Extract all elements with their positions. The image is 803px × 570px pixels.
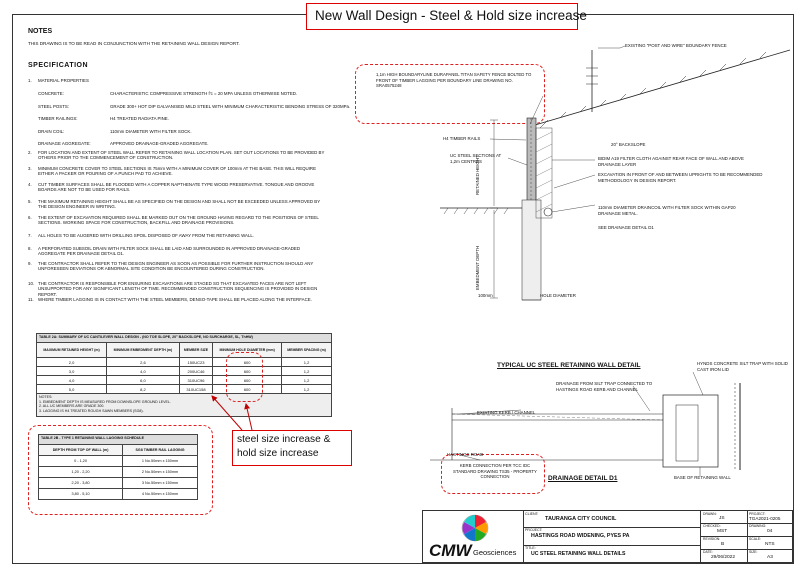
note-text: THE CONTRACTOR SHALL REFER TO THE DESIGN ENGINEER AS SOON AS POSSIBLE FOR FURTHER INSTRUCTION SHOULD ANY UNFORESEEN DEVIATIONS OR ABNORMAL SITE CONDITION BE ENCOUNTERED DURING CONSTRUCTION. [38, 261, 314, 272]
table-2a-cell: 1,2 [282, 358, 332, 367]
embedment-depth-label: EMBEDMENT DEPTH [475, 245, 480, 290]
table-2a-header: MEMBER SPACING (m) [282, 343, 332, 358]
table-2b-cell: 3,80 - 5,10 [39, 489, 123, 500]
notes-heading: NOTES [28, 28, 53, 35]
material-label: CONCRETE: [38, 91, 64, 96]
top-callout-text: New Wall Design - Steel & Hold size increase [315, 8, 587, 23]
drainage-from-label: DRAINAGE FROM SILT TRAP CONNECTED TO HASTINGS ROAD KERB AND CHANNEL [556, 381, 653, 392]
size-label: SIZE: [749, 550, 758, 554]
scale-label: SCALE: [749, 537, 762, 541]
note-text: THE EXTENT OF EXCAVATION REQUIRED SHALL BE MARKED OUT ON THE GROUND HAVING REGARD TO THE POSITIONS OF STEEL SECTIONS. WORKING SPACE FOR CONSTRUCTION, BACKFILL AND DRAINAGE PROVISIONS. [38, 215, 319, 226]
drawing-value: 04 [767, 529, 773, 534]
table-2b-header: SG8 TIMBER RAIL LAGGING [123, 445, 198, 456]
title-value: UC STEEL RETAINING WALL DETAILS [531, 551, 626, 557]
table-2b-cell: 1 No.50mm x 150mm [123, 456, 198, 467]
table-2a-cell: 8,2 [107, 385, 180, 394]
client-value: TAURANGA CITY COUNCIL [545, 516, 617, 522]
table-2a-header: MEMBER SIZE [179, 343, 213, 358]
checked-value: MST [717, 529, 728, 534]
drawn-label: DRAWN: [703, 512, 717, 516]
backslope-label: 20° BACKSLOPE [611, 142, 646, 147]
note-text: CUT TIMBER SURFACES SHALL BE FLOODED WITH A COPPER NAPTHENATE TYPE WOOD PRESERVATIVE. TONGUE AND GROOVE BOARDS ARE NOT TO BE USED FOR RAILS. [38, 182, 315, 193]
logo-icon [455, 513, 495, 543]
note-number: 5. [28, 199, 32, 204]
table-2b-cell: 0 - 1,20 [39, 456, 123, 467]
material-value: CHARACTERISTIC COMPRESSIVE STRENGTH f'c = 20 MPA UNLESS OTHERWISE NOTED. [110, 91, 298, 96]
project-label: PROJECT: [525, 528, 543, 532]
title-block-main [523, 511, 700, 562]
table-2a-cell: 1,2 [282, 385, 332, 394]
note-text: THE CONTRACTOR IS RESPONSIBLE FOR ENSURING EXCAVATIONS ARE STAGED SO THAT EXCAVATED FACES ARE NOT LEFT UNSUPPORTED FOR ANY SIGNIFICANT LENGTH OF TIME. RECOMMENDED CONSTRUCTION SEQUENCING IS PROVIDED IN DESIGN REPORT. [38, 281, 318, 297]
date-value: 29/06/2022 [711, 555, 736, 560]
note-number: 1. [28, 78, 32, 83]
note-number: 6. [28, 215, 32, 220]
table-2a-cell: 200UC46 [179, 367, 213, 376]
scale-value: NTS [765, 542, 775, 547]
note-text: A PERFORATED SUBSOIL DRAIN WITH FILTER SOCK SHALL BE LAID AND SURROUNDED IN APPROVED DRAINAGE-GRADED AGGREGATE PER DRAINAGE DETAIL D1. [38, 246, 301, 257]
table-2a-cell: 5,0 [37, 385, 107, 394]
note-text: MINIMUM CONCRETE COVER TO STEEL SECTIONS IS 75mm WITH A MINIMUM COVER OF 100mm AT THE BASE. THIS WILL REQUIRE EITHER A PACKER OR POURING OF A PUNCH PAD TO ACHIEVE. [38, 166, 317, 177]
material-label: DRAIN COIL: [38, 128, 65, 134]
note-number: 11. [28, 297, 34, 302]
company-sub: Geosciences [473, 548, 517, 557]
table-2a-cell: 4,0 [37, 376, 107, 385]
note-text: THE MAXIMUM RETAINING HEIGHT SHALL BE AS SPECIFIED ON THE DESIGN AND SHALL NOT BE EXCEEDED UNLESS APPROVED BY THE DESIGN ENGINEER IN WRITING. [38, 199, 321, 210]
material-value: APPROVED DRAINAGE-GRADED AGGREGATE. [110, 141, 209, 146]
size-value: A3 [767, 555, 773, 560]
material-value: 110mm DIAMETER WITH FILTER SOCK. [110, 128, 192, 134]
base-label: BASE OF RETAINING WALL [674, 475, 731, 480]
material-value: H4 TREATED RADIATA PINE. [110, 116, 169, 121]
see-drainage-label: SEE DRAINAGE DETAIL D1 [598, 225, 654, 230]
table-2b-title: TABLE 2B - TYPE 1 RETAINING WALL LAGGING SCHEDULE [38, 434, 198, 444]
safety-fence-label: 1,1m HIGH BOUNDARYLINE DURAPANEL TITAN SAFETY FENCE BOLTED TO FRONT OF TIMBER LAGGING PER BOUNDARY LINE DRAWING NO. SRA0575248 [376, 72, 532, 89]
table-2a-cell: 1,2 [282, 376, 332, 385]
table-2a-note: 2. ALL UC MEMBERS ARE GRADE 300. [39, 404, 105, 409]
table-2a-cell: 600 [213, 385, 282, 394]
table-2a-cell: 600 [213, 376, 282, 385]
table-2a-cell: 2,6 [107, 358, 180, 367]
note-number: 8. [28, 246, 32, 251]
table-2a-cell: 600 [213, 367, 282, 376]
table-2a-cell: 600 [213, 358, 282, 367]
table-2a-header: MINIMUM EMBEDMENT DEPTH (m) [107, 343, 180, 358]
note-text: MATERIAL PROPERTIES [38, 78, 89, 83]
draincoil-label: 110mm DIAMETER DRAINCOIL WITH FILTER SOCK WITHIN GAP20 DRAINAGE METAL. [598, 205, 736, 216]
table-2b-cell: 3 No.50mm x 150mm [123, 478, 198, 489]
hole-diameter-label: HOLE DIAMETER [540, 293, 576, 298]
table-2a-note: 1. EMBEDMENT DEPTH IS MEASURED FROM DOWNSLOPE GROUND LEVEL. [39, 399, 171, 404]
drawn-value: JS [719, 516, 725, 521]
note-number: 2. [28, 150, 32, 155]
table-2a-cell: 150UC23 [179, 358, 213, 367]
title-block [422, 510, 793, 563]
table-2b-cell: 4 No.50mm x 150mm [123, 489, 198, 500]
note-number: 3. [28, 166, 32, 171]
title-cell [523, 545, 700, 562]
note-number: 7. [28, 233, 32, 238]
kerb-connection-label: KERB CONNECTION PER TCC IDC STANDARD DRAWING TS35 - PROPERTY CONNECTION [453, 463, 537, 480]
table-2a-header: MINIMUM HOLE DIAMETER (mm) [213, 343, 282, 358]
silt-trap-label: HYNDS CONCRETE SILT TRAP WITH SOLID CAST IRON LID [697, 361, 788, 372]
table-2b-cell: 1,20 - 2,20 [39, 467, 123, 478]
company-name: CMW [429, 541, 472, 560]
bidim-label: BIDIM A19 FILTER CLOTH AGAINST REAR FACE OF WALL AND ABOVE DRAINAGE LAYER [598, 156, 744, 167]
table-2b-cell: 2 No.50mm x 150mm [123, 467, 198, 478]
table-2a-header: MAXIMUM RETAINED HEIGHT (m) [37, 343, 107, 358]
drainage-title: DRAINAGE DETAIL D1 [548, 475, 618, 482]
note-number: 9. [28, 261, 32, 266]
material-label: STEEL POSTS: [38, 103, 70, 109]
road-label: HASTINGS ROAD [447, 452, 484, 457]
table-2a-note: 3. LAGGING IS H4 TREATED ROUGH SAWN MEMBERS (SG8). [39, 408, 144, 413]
revision-label: REVISION: [703, 537, 721, 541]
detail-title: TYPICAL UC STEEL RETAINING WALL DETAIL [497, 362, 641, 369]
note-number: 4. [28, 182, 32, 187]
table-2a-cell: 2,0 [37, 358, 107, 367]
client-cell [523, 511, 700, 528]
table-2a-cell: 4,0 [107, 367, 180, 376]
title-label: TITLE: [525, 546, 536, 550]
fence-label: EXISTING "POST AND WIRE" BOUNDARY FENCE [625, 43, 727, 48]
dim-100-label: 100mm [478, 293, 493, 298]
kerb-label: EXISTING KERB / CHANNEL [477, 410, 536, 415]
table-2a-cell: 3,0 [37, 367, 107, 376]
uc-sections-label: UC STEEL SECTIONS AT 1,2m CENTRES [450, 153, 502, 164]
note-number: 10. [28, 281, 35, 286]
project-no-value: TGA2021-0205 [749, 516, 781, 521]
table-2a-cell: 1,2 [282, 367, 332, 376]
project-no-label: PROJECT: [749, 512, 766, 516]
title-block-meta [700, 511, 793, 562]
material-label: TIMBER RAILINGS: [38, 116, 78, 121]
table-2b-cell: 2,20 - 3,80 [39, 478, 123, 489]
table-2b-header: DEPTH FROM TOP OF WALL (m) [39, 445, 123, 456]
table-2a-title: TABLE 2A: SUMMARY OF UC CANTILEVER WALL DESIGN - (NO TOE SLOPE, 20° BACKSLOPE, NO SURCHARGE, SL, ThHW) [36, 333, 332, 342]
project-value: HASTINGS ROAD WIDENING, PYES PA [531, 533, 630, 539]
steel-callout-text: steel size increase & hold size increase [237, 434, 331, 459]
table-2a-cell: 310UC158 [179, 385, 213, 394]
spec-heading: SPECIFICATION [28, 62, 89, 69]
h4-rails-label: H4 TIMBER RAILS [443, 136, 481, 141]
retained-height-label: RETAINED HEIGHT [475, 155, 480, 195]
table-2a-cell: 6,0 [107, 376, 180, 385]
date-label: DATE: [703, 550, 713, 554]
excavation-label: EXCAVATION IN FRONT OF AND BETWEEN UPRIGHTS TO BE RECOMMENDED METHODOLOGY IN DESIGN REPORT. [598, 172, 763, 183]
notes-intro: THIS DRAWING IS TO BE READ IN CONJUNCTION WITH THE RETAINING WALL DESIGN REPORT. [28, 41, 240, 46]
note-text: ALL HOLES TO BE AUGERED WITH DRILLING SPOIL DISPOSED OF AWAY FROM THE RETAINING WALL. [38, 233, 255, 238]
drawing-label: DRAWING: [749, 524, 767, 528]
note-text: FOR LOCATION AND EXTENT OF STEEL WALL REFER TO RETAINING WALL LOCATION PLAN. SET OUT LOCATIONS TO BE PROVIDED BY OTHERS PRIOR TO THE COMMENCEMENT OF CONSTRUCTION. [38, 150, 325, 161]
revision-value: B [721, 542, 725, 547]
table-2a-cell: 310UC96 [179, 376, 213, 385]
note-text: WHERE TIMBER LAGGING IS IN CONTACT WITH THE STEEL MEMBERS, DENSO-TAPE SHALL BE PLACED ALONG THE INTERFACE. [38, 297, 312, 302]
client-label: CLIENT: [525, 512, 539, 516]
material-label: DRAINAGE AGGREGATE: [38, 141, 91, 146]
material-value: GRADE 300+ HOT DIP GALVANISED MILD STEEL WITH MINIMUM CHARACTERISTIC BENDING STRESS OF 320MPa. [110, 103, 351, 109]
checked-label: CHECKED: [703, 524, 721, 528]
project-cell [523, 527, 700, 546]
logo-area [423, 511, 524, 562]
table-2a-note: NOTES: [39, 395, 53, 399]
